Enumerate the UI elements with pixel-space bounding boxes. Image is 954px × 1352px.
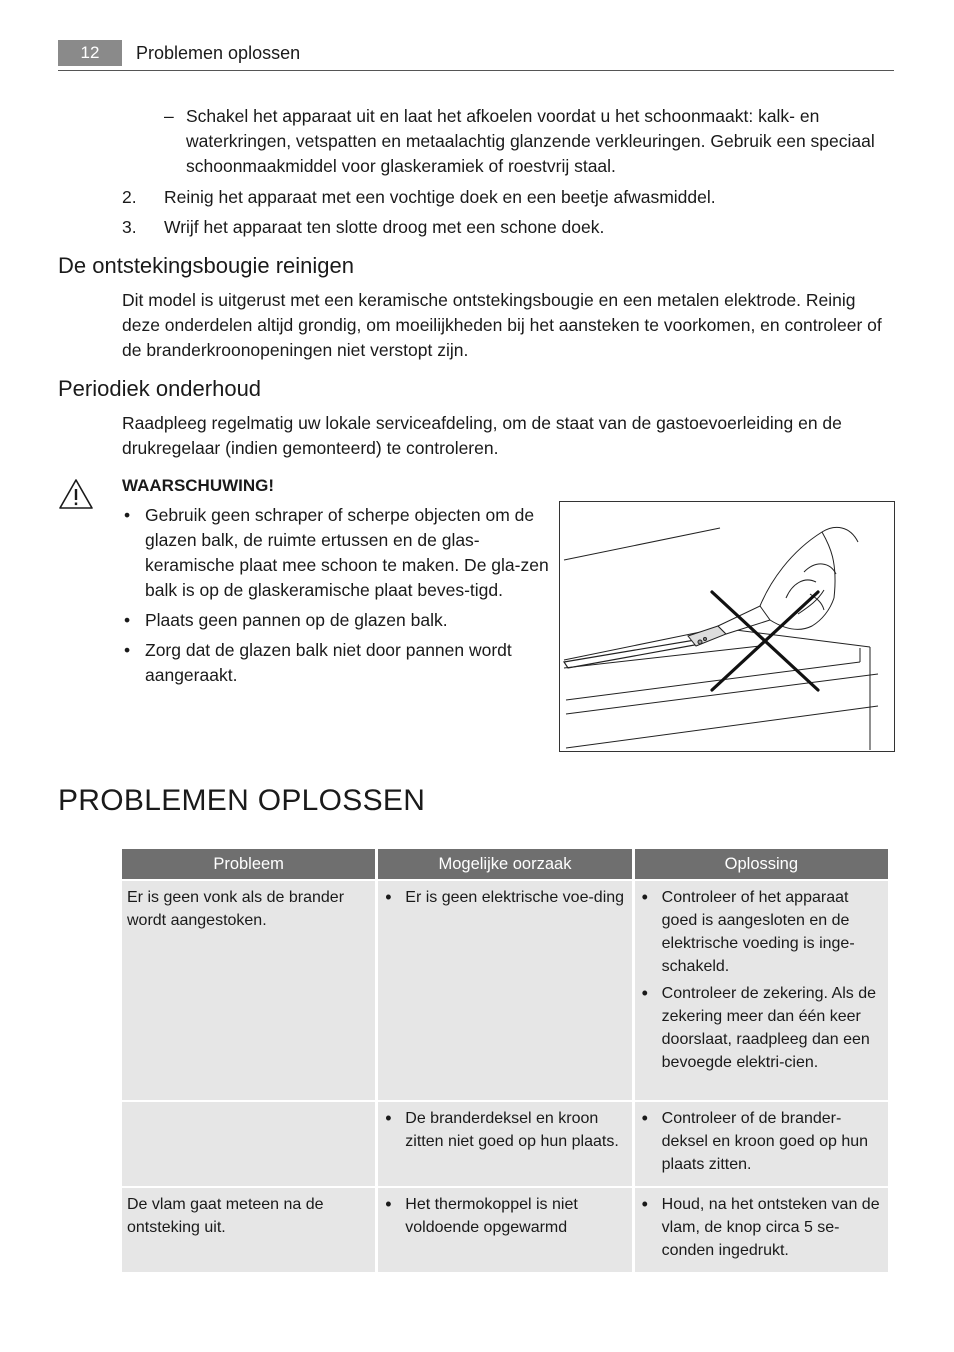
column-header: Mogelijke oorzaak — [378, 849, 631, 879]
problem-cell: De vlam gaat meteen na de ontsteking uit. — [122, 1188, 375, 1272]
table-header-row — [122, 849, 888, 879]
dash-item-rest: voordat u het schoonmaakt: kalk- en waterkringen, vetspatten en metaalachtig glanzende verkleuringen. Gebruik een speciaal schoonmaakmiddel voor glaskeramiek of roestvrij staal. — [186, 106, 875, 176]
solution-item: • Houd, na het ontsteken van de vlam, de knop circa 5 se-conden ingedrukt. — [640, 1193, 883, 1262]
warning-item: • Zorg dat de glazen balk niet door pannen wordt aangeraakt. — [122, 638, 552, 688]
warning-item: • Gebruik geen schraper of scherpe objecten om de glazen balk, de ruimte ertussen en de glas-keramische plaat mee schoon te maken. De gla-zen balk is op de glaskeramische plaat beves-tigd. — [122, 503, 552, 603]
column-header: Oplossing — [635, 849, 888, 879]
solution-item: • Controleer of de brander-deksel en kroon goed op hun plaats zitten. — [640, 1107, 883, 1176]
problem-cell — [122, 1102, 375, 1186]
dash-item-text — [186, 104, 894, 179]
header-divider — [58, 70, 894, 71]
section-body: Raadpleeg regelmatig uw lokale serviceafdeling, om de staat van de gastoevoerleiding en de drukregelaar (indien gemonteerd) te controleren. — [122, 413, 842, 458]
problem-cell: Er is geen vonk als de brander wordt aangestoken. — [122, 881, 375, 1100]
dash-marker: – — [164, 106, 174, 126]
step-number: 2. — [122, 187, 137, 207]
table-row — [122, 881, 888, 1100]
dash-item-emphasis: Schakel het apparaat uit en laat het afkoelen — [186, 106, 533, 126]
warning-triangle-icon — [58, 478, 94, 510]
cause-item: • Er is geen elektrische voe-ding — [383, 886, 626, 909]
solution-item: • Controleer de zekering. Als de zekering meer dan één keer doorslaat, raadpleeg dan een bevoegde elektri-cien. — [640, 982, 883, 1074]
solution-cell — [635, 1102, 888, 1186]
solution-item: • Controleer of het apparaat goed is aangesloten en de elektrische voeding is inge-schakeld. — [640, 886, 883, 978]
page-number: 12 — [58, 40, 122, 66]
table-row — [122, 1102, 888, 1186]
scraper-warning-illustration — [559, 501, 895, 752]
cause-cell — [378, 881, 631, 1100]
table-row — [122, 1188, 888, 1272]
section-body: Dit model is uitgerust met een keramische ontstekingsbougie en een metalen elektrode. Reinig deze onderdelen altijd grondig, om moeilijkheden bij het aansteken te voorkomen, en controleer of de branderkroonopeningen niet verstopt zijn. — [122, 290, 882, 360]
header-title: Problemen oplossen — [136, 43, 301, 63]
cause-cell — [378, 1102, 631, 1186]
warning-list — [122, 503, 552, 693]
section-heading: Periodiek onderhoud — [58, 376, 262, 401]
cause-cell — [378, 1188, 631, 1272]
step-text — [164, 215, 894, 240]
step-text-plain: Reinig het apparaat met een vochtige doek en een beetje afwasmiddel. — [164, 187, 716, 207]
cause-item: • Het thermokoppel is niet voldoende opgewarmd — [383, 1193, 626, 1239]
step-text — [164, 185, 894, 210]
step-text-plain: Wrijf het apparaat — [164, 217, 307, 237]
step-number: 3. — [122, 217, 137, 237]
step-text-emphasis: ten slotte droog met een schone doek. — [306, 217, 605, 237]
solution-cell — [635, 1188, 888, 1272]
warning-title: WAARSCHUWING! — [122, 476, 275, 495]
column-header: Probleem — [122, 849, 375, 879]
section-heading: De ontstekingsbougie reinigen — [58, 253, 354, 278]
solution-cell — [635, 881, 888, 1100]
troubleshooting-title: PROBLEMEN OPLOSSEN — [58, 784, 426, 817]
cause-item: • De branderdeksel en kroon zitten niet goed op hun plaats. — [383, 1107, 626, 1153]
troubleshooting-table — [119, 847, 891, 1274]
warning-item: • Plaats geen pannen op de glazen balk. — [122, 608, 552, 633]
